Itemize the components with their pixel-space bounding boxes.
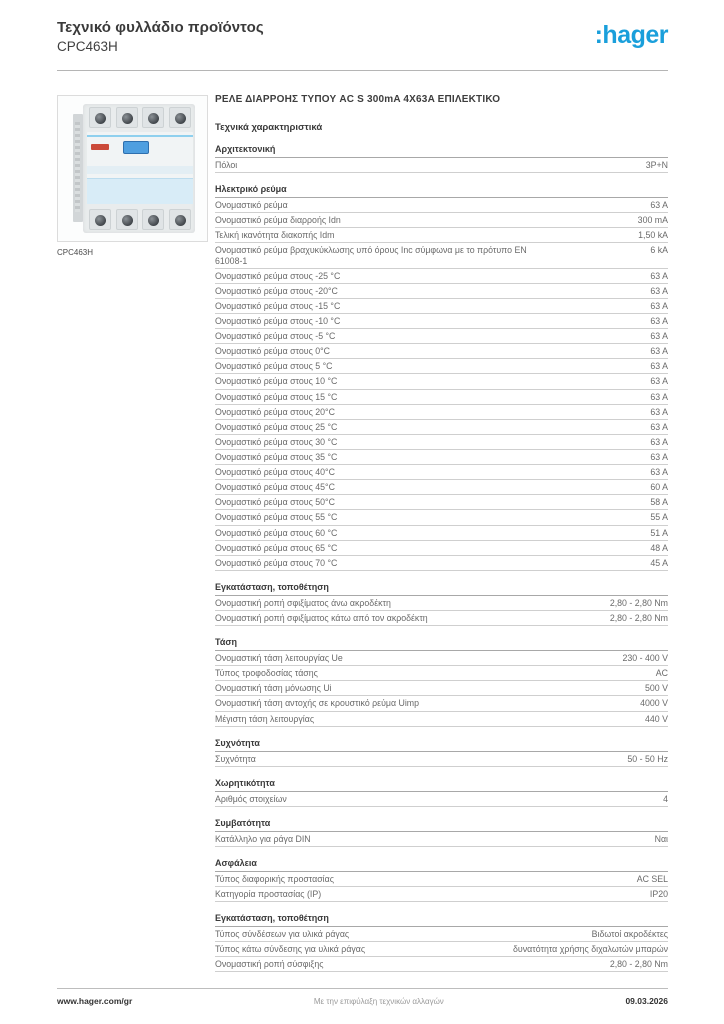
footer-website-link[interactable]: www.hager.com/gr: [57, 996, 133, 1006]
characteristics-heading: Τεχνικά χαρακτηριστικά: [215, 122, 323, 133]
spec-row: [215, 681, 668, 696]
spec-row: [215, 712, 668, 727]
footer-divider: [57, 988, 668, 989]
spec-value: 63 A: [650, 361, 668, 372]
spec-row: [215, 887, 668, 902]
spec-value: 6 kA: [650, 245, 668, 256]
spec-label: Ονομαστικό ρεύμα στους 55 °C: [215, 512, 338, 523]
spec-value: 3P+N: [645, 160, 668, 170]
spec-value: 63 A: [650, 467, 668, 478]
spec-label: Μέγιστη τάση λειτουργίας: [215, 713, 315, 724]
spec-label: Ονομαστικό ρεύμα στους -25 °C: [215, 270, 341, 281]
spec-row: [215, 329, 668, 344]
spec-section: [215, 858, 668, 902]
spec-value: 63 A: [650, 200, 668, 211]
spec-value: 60 A: [650, 482, 668, 493]
spec-value: 2,80 - 2,80 Nm: [609, 612, 668, 623]
spec-label: Ονομαστικό ρεύμα στους 10 °C: [215, 376, 338, 387]
spec-value: 63 A: [650, 376, 668, 387]
spec-label: Ονομαστικό ρεύμα στους 15 °C: [215, 391, 338, 402]
spec-row: [215, 420, 668, 435]
spec-row: [215, 651, 668, 666]
spec-label: Συχνότητα: [215, 753, 256, 764]
spec-label: Πόλοι: [215, 160, 238, 170]
spec-value: 4: [663, 793, 668, 804]
spec-row: [215, 299, 668, 314]
spec-value: 51 A: [650, 527, 668, 538]
spec-value: 63 A: [650, 451, 668, 462]
spec-label: Τελική ικανότητα διακοπής Idm: [215, 230, 335, 241]
spec-value: 4000 V: [640, 698, 668, 709]
spec-label: Ονομαστική ροπή σφιξίματος άνω ακροδέκτη: [215, 597, 391, 608]
section-title: Εγκατάσταση, τοποθέτηση: [215, 913, 668, 927]
section-title: Τάση: [215, 637, 668, 651]
spec-value: 2,80 - 2,80 Nm: [609, 597, 668, 608]
spec-row: [215, 344, 668, 359]
spec-value: AC: [655, 668, 668, 679]
spec-value: 63 A: [650, 270, 668, 281]
terminal-block: [142, 209, 164, 230]
spec-label: Κατάλληλο για ράγα DIN: [215, 833, 311, 844]
spec-value: 63 A: [650, 406, 668, 417]
spec-label: Ονομαστικό ρεύμα στους -15 °C: [215, 300, 341, 311]
spec-row: [215, 556, 668, 571]
spec-row: [215, 696, 668, 711]
spec-value: IP20: [649, 889, 668, 900]
spec-value: 1,50 kA: [638, 230, 668, 241]
spec-section: [215, 913, 668, 972]
section-title: Εγκατάσταση, τοποθέτηση: [215, 582, 668, 596]
section-title: Χωρητικότητα: [215, 778, 668, 792]
spec-label: Ονομαστική ροπή σύσφιξης: [215, 959, 324, 970]
screw-icon: [95, 215, 106, 226]
spec-label: Ονομαστικό ρεύμα στους 0°C: [215, 346, 331, 357]
spec-row: [215, 314, 668, 329]
spec-value: 63 A: [650, 331, 668, 342]
spec-label: Τύπος τροφοδοσίας τάσης: [215, 668, 318, 679]
spec-label: Ονομαστικό ρεύμα στους -5 °C: [215, 331, 336, 342]
spec-section: [215, 818, 668, 847]
red-indicator-label: [91, 144, 109, 150]
photo-caption: CPC463H: [57, 248, 94, 257]
spec-value: 58 A: [650, 497, 668, 508]
screw-icon: [95, 113, 106, 124]
spec-value: 300 mA: [637, 215, 668, 226]
spec-row: [215, 435, 668, 450]
page-header: [57, 19, 668, 54]
spec-value: 45 A: [650, 557, 668, 568]
spec-label: Ονομαστικό ρεύμα βραχυκύκλωσης υπό όρους Inc σύμφωνα με το πρότυπο EN 61008-1: [215, 245, 527, 266]
spec-label: Ονομαστικό ρεύμα διαρροής Idn: [215, 215, 341, 226]
spec-row: [215, 752, 668, 767]
section-title: Ασφάλεια: [215, 858, 668, 872]
terminal-block: [169, 107, 191, 128]
spec-row: [215, 526, 668, 541]
footer-date: 09.03.2026: [625, 996, 668, 1006]
screw-icon: [122, 215, 133, 226]
section-title: Ηλεκτρικό ρεύμα: [215, 184, 668, 198]
screw-icon: [148, 113, 159, 124]
screw-icon: [175, 215, 186, 226]
header-title-block: [57, 19, 264, 54]
spec-value: 63 A: [650, 436, 668, 447]
spec-label: Ονομαστικό ρεύμα στους 45°C: [215, 482, 335, 493]
spec-row: [215, 228, 668, 243]
spec-section: [215, 582, 668, 626]
spec-value: 50 - 50 Hz: [627, 753, 668, 764]
spec-label: Ονομαστική ροπή σφιξίματος κάτω από τον ακροδέκτη: [215, 612, 428, 623]
spec-label: Ονομαστικό ρεύμα στους 50°C: [215, 497, 335, 508]
footer-disclaimer: Με την επιφύλαξη τεχνικών αλλαγών: [313, 997, 444, 1006]
face-lower-band: [87, 178, 193, 204]
terminal-row-bottom: [89, 209, 191, 230]
spec-row: [215, 510, 668, 525]
spec-row: [215, 284, 668, 299]
spec-section: [215, 184, 668, 571]
section-title: Συχνότητα: [215, 738, 668, 752]
spec-value: 63 A: [650, 391, 668, 402]
spec-row: [215, 480, 668, 495]
spec-label: Τύπος σύνδέσεων για υλικά ράγας: [215, 929, 350, 940]
face-mid-band: [87, 166, 193, 174]
terminal-block: [169, 209, 191, 230]
spec-row: [215, 832, 668, 847]
spec-section: [215, 144, 668, 173]
spec-value: Ναι: [654, 833, 668, 844]
screw-icon: [122, 113, 133, 124]
spec-row: [215, 666, 668, 681]
spec-row: [215, 359, 668, 374]
spec-label: Τύπος κάτω σύνδεσης για υλικά ράγας: [215, 944, 366, 955]
spec-label: Ονομαστικό ρεύμα στους 70 °C: [215, 557, 338, 568]
spec-value: 2,80 - 2,80 Nm: [609, 959, 668, 970]
din-rail-bracket: [73, 114, 83, 222]
section-title: Αρχιτεκτονική: [215, 144, 668, 158]
spec-row: [215, 942, 668, 957]
blue-toggle-switch: [123, 141, 149, 154]
spec-label: Ονομαστικό ρεύμα στους 60 °C: [215, 527, 338, 538]
spec-value: 500 V: [645, 683, 668, 694]
doc-type-title: Τεχνικό φυλλάδιο προϊόντος: [57, 19, 264, 36]
screw-icon: [175, 113, 186, 124]
spec-label: Κατηγορία προστασίας (IP): [215, 889, 322, 900]
spec-label: Ονομαστικό ρεύμα στους 35 °C: [215, 451, 338, 462]
terminal-block: [89, 209, 111, 230]
terminal-block: [116, 209, 138, 230]
spec-section: [215, 637, 668, 727]
spec-row: [215, 158, 668, 173]
spec-row: [215, 450, 668, 465]
spec-row: [215, 611, 668, 626]
spec-label: Ονομαστικό ρεύμα στους 5 °C: [215, 361, 333, 372]
spec-label: Ονομαστική τάση μόνωσης Ui: [215, 683, 332, 694]
spec-value: 63 A: [650, 300, 668, 311]
spec-section: [215, 778, 668, 807]
spec-label: Ονομαστικό ρεύμα στους 25 °C: [215, 421, 338, 432]
product-title: ΡΕΛΕ ΔΙΑΡΡΟΗΣ ΤΥΠΟΥ AC S 300mA 4X63A ΕΠΙΛΕΚΤΙΚΟ: [215, 94, 501, 105]
spec-value: 63 A: [650, 285, 668, 296]
spec-row: [215, 541, 668, 556]
spec-content: [215, 90, 668, 972]
face-accent-line: [87, 135, 193, 137]
spec-label: Ονομαστικό ρεύμα στους 30 °C: [215, 436, 338, 447]
spec-row: [215, 213, 668, 228]
product-photo: [57, 95, 208, 242]
spec-label: Τύπος διαφορικής προστασίας: [215, 873, 334, 884]
spec-row: [215, 374, 668, 389]
product-photo-column: [57, 95, 208, 257]
spec-label: Αριθμός στοιχείων: [215, 793, 287, 804]
screw-icon: [148, 215, 159, 226]
product-reference: CPC463H: [57, 39, 118, 54]
spec-label: Ονομαστικό ρεύμα στους -10 °C: [215, 315, 341, 326]
spec-row: [215, 596, 668, 611]
section-title: Συμβατότητα: [215, 818, 668, 832]
spec-row: [215, 269, 668, 284]
rccb-device-illustration: [73, 104, 195, 233]
spec-row: [215, 243, 668, 268]
spec-label: Ονομαστικό ρεύμα στους 65 °C: [215, 542, 338, 553]
spec-row: [215, 872, 668, 887]
spec-label: Ονομαστικό ρεύμα στους -20°C: [215, 285, 338, 296]
hager-logo: :hager: [594, 21, 668, 49]
page-footer: [57, 996, 668, 1006]
terminal-row-top: [89, 107, 191, 128]
sections-container: [215, 144, 668, 972]
header-divider: [57, 70, 668, 71]
spec-row: [215, 957, 668, 972]
terminal-block: [116, 107, 138, 128]
spec-value: 440 V: [645, 713, 668, 724]
spec-row: [215, 405, 668, 420]
spec-row: [215, 390, 668, 405]
spec-value: 63 A: [650, 315, 668, 326]
spec-label: Ονομαστική τάση λειτουργίας Ue: [215, 653, 343, 664]
spec-value: 48 A: [650, 542, 668, 553]
spec-value: Βιδωτοί ακροδέκτες: [591, 929, 668, 940]
spec-label: Ονομαστικό ρεύμα: [215, 200, 288, 211]
spec-value: 230 - 400 V: [622, 653, 668, 664]
spec-row: [215, 792, 668, 807]
spec-value: 63 A: [650, 346, 668, 357]
spec-section: [215, 738, 668, 767]
spec-row: [215, 465, 668, 480]
spec-row: [215, 495, 668, 510]
device-face: [87, 132, 193, 204]
terminal-block: [142, 107, 164, 128]
spec-label: Ονομαστική τάση αντοχής σε κρουστικό ρεύμα Uimp: [215, 698, 420, 709]
spec-value: AC SEL: [636, 873, 668, 884]
spec-row: [215, 927, 668, 942]
spec-value: 63 A: [650, 421, 668, 432]
spec-value: δυνατότητα χρήσης διχαλωτών μπαρών: [513, 944, 668, 955]
spec-row: [215, 198, 668, 213]
spec-label: Ονομαστικό ρεύμα στους 20°C: [215, 406, 335, 417]
spec-value: 55 A: [650, 512, 668, 523]
spec-label: Ονομαστικό ρεύμα στους 40°C: [215, 467, 335, 478]
terminal-block: [89, 107, 111, 128]
